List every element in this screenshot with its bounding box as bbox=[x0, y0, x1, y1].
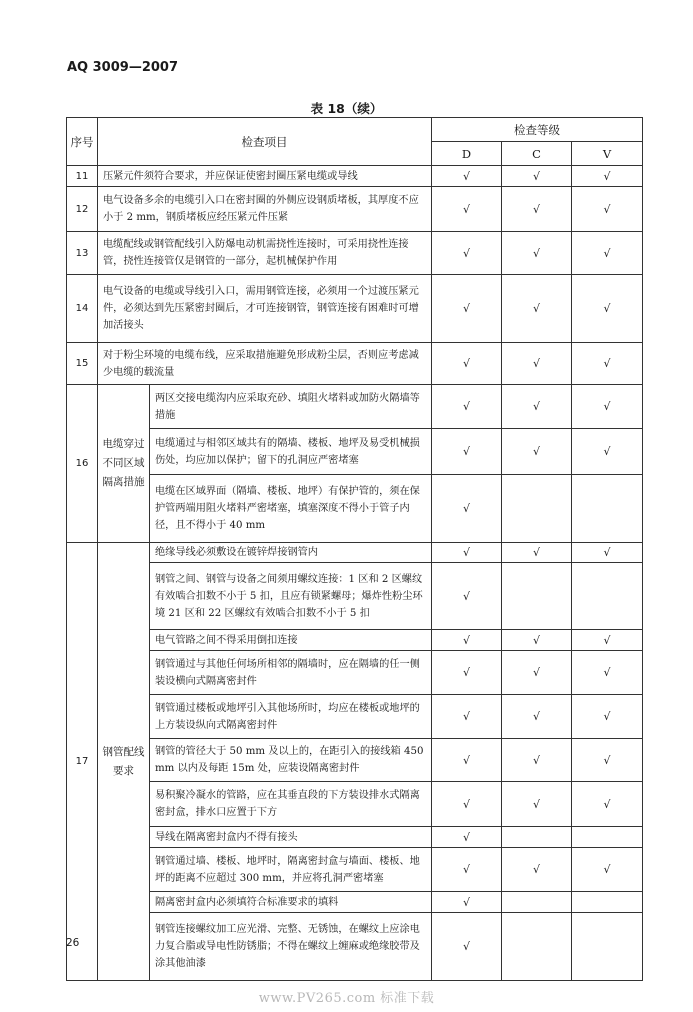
row-item-text: 钢管通过楼板或地坪引入其他场所时，均应在楼板或地坪的上方装设纵向式隔离密封件 bbox=[150, 695, 432, 739]
col-header-item: 检查项目 bbox=[98, 118, 432, 166]
check-v bbox=[572, 892, 643, 913]
check-d: √ bbox=[432, 187, 502, 232]
check-c: √ bbox=[502, 275, 572, 343]
check-d: √ bbox=[432, 739, 502, 782]
table-row bbox=[67, 385, 643, 429]
check-v: √ bbox=[572, 385, 643, 429]
check-v: √ bbox=[572, 232, 643, 275]
col-header-grade: 检查等级 bbox=[432, 118, 643, 142]
check-d: √ bbox=[432, 166, 502, 187]
row-seq: 15 bbox=[67, 343, 98, 385]
col-header-v: V bbox=[572, 142, 643, 166]
check-d: √ bbox=[432, 543, 502, 563]
table-row bbox=[67, 232, 643, 275]
check-v: √ bbox=[572, 275, 643, 343]
row-seq: 17 bbox=[67, 543, 98, 981]
check-d: √ bbox=[432, 827, 502, 848]
check-v: √ bbox=[572, 543, 643, 563]
check-c bbox=[502, 475, 572, 543]
table-row bbox=[67, 913, 643, 981]
check-d: √ bbox=[432, 385, 502, 429]
group-category: 电缆穿过不同区域隔离措施 bbox=[98, 385, 150, 543]
check-v: √ bbox=[572, 630, 643, 651]
row-item-text: 两区交接电缆沟内应采取充砂、填阻火堵料或加防火隔墙等措施 bbox=[150, 385, 432, 429]
row-item-text: 绝缘导线必须敷设在镀锌焊接钢管内 bbox=[150, 543, 432, 563]
table-row bbox=[67, 275, 643, 343]
check-v: √ bbox=[572, 782, 643, 827]
row-item-text: 电缆配线或钢管配线引入防爆电动机需挠性连接时，可采用挠性连接管，挠性连接管仅是钢管的一部分，起机械保护作用 bbox=[98, 232, 432, 275]
table-row bbox=[67, 429, 643, 475]
check-c: √ bbox=[502, 385, 572, 429]
check-c: √ bbox=[502, 166, 572, 187]
table-row bbox=[67, 166, 643, 187]
check-c: √ bbox=[502, 543, 572, 563]
check-c: √ bbox=[502, 651, 572, 695]
table-row bbox=[67, 475, 643, 543]
row-item-text: 对于粉尘环境的电缆布线，应采取措施避免形成粉尘层，否则应考虑减少电缆的载流量 bbox=[98, 343, 432, 385]
check-c bbox=[502, 892, 572, 913]
row-seq: 11 bbox=[67, 166, 98, 187]
table-row bbox=[67, 630, 643, 651]
check-v: √ bbox=[572, 695, 643, 739]
row-seq: 13 bbox=[67, 232, 98, 275]
check-v: √ bbox=[572, 187, 643, 232]
group-category: 钢管配线要求 bbox=[98, 543, 150, 981]
row-seq: 12 bbox=[67, 187, 98, 232]
table-row bbox=[67, 892, 643, 913]
row-item-text: 钢管的管径大于 50 mm 及以上的，在距引入的接线箱 450 mm 以内及每距 15m 处，应装设隔离密封件 bbox=[150, 739, 432, 782]
check-d: √ bbox=[432, 429, 502, 475]
row-item-text: 电缆通过与相邻区域共有的隔墙、楼板、地坪及易受机械损伤处，均应加以保护；留下的孔洞应严密堵塞 bbox=[150, 429, 432, 475]
watermark: www.PV265.com 标准下载 bbox=[258, 991, 435, 1006]
table-row bbox=[67, 651, 643, 695]
table-row bbox=[67, 782, 643, 827]
table-row bbox=[67, 343, 643, 385]
row-seq: 16 bbox=[67, 385, 98, 543]
check-v: √ bbox=[572, 429, 643, 475]
check-c bbox=[502, 827, 572, 848]
check-c: √ bbox=[502, 232, 572, 275]
check-v: √ bbox=[572, 848, 643, 892]
page-number: 26 bbox=[66, 937, 80, 949]
check-v: √ bbox=[572, 343, 643, 385]
check-d: √ bbox=[432, 343, 502, 385]
col-header-seq: 序号 bbox=[67, 118, 98, 166]
table-row bbox=[67, 739, 643, 782]
check-c: √ bbox=[502, 187, 572, 232]
table-row bbox=[67, 848, 643, 892]
row-item-text: 电缆在区域界面（隔墙、楼板、地坪）有保护管的，须在保护管两端用阻火堵料严密堵塞，填塞深度不得小于管子内径，且不得小于 40 mm bbox=[150, 475, 432, 543]
row-item-text: 压紧元件须符合要求，并应保证使密封圈压紧电缆或导线 bbox=[98, 166, 432, 187]
row-item-text: 钢管通过与其他任何场所相邻的隔墙时，应在隔墙的任一侧装设横向式隔离密封件 bbox=[150, 651, 432, 695]
row-item-text: 隔离密封盒内必须填符合标准要求的填料 bbox=[150, 892, 432, 913]
check-d: √ bbox=[432, 475, 502, 543]
check-c: √ bbox=[502, 630, 572, 651]
row-seq: 14 bbox=[67, 275, 98, 343]
check-c: √ bbox=[502, 848, 572, 892]
row-item-text: 电气管路之间不得采用倒扣连接 bbox=[150, 630, 432, 651]
check-d: √ bbox=[432, 275, 502, 343]
check-c bbox=[502, 563, 572, 630]
check-v: √ bbox=[572, 739, 643, 782]
check-v bbox=[572, 475, 643, 543]
table-title: 表 18（续） bbox=[310, 101, 383, 116]
row-item-text: 电气设备多余的电缆引入口在密封圈的外侧应设钢质堵板，其厚度不应小于 2 mm，钢质堵板应经压紧元件压紧 bbox=[98, 187, 432, 232]
check-c bbox=[502, 913, 572, 981]
check-c: √ bbox=[502, 739, 572, 782]
check-c: √ bbox=[502, 782, 572, 827]
check-v: √ bbox=[572, 166, 643, 187]
row-item-text: 电气设备的电缆或导线引入口，需用钢管连接，必须用一个过渡压紧元件，必须达到先压紧密封圈后，才可连接钢管，钢管连接有困难时可增加活接头 bbox=[98, 275, 432, 343]
table-row bbox=[67, 827, 643, 848]
check-v: √ bbox=[572, 651, 643, 695]
check-d: √ bbox=[432, 782, 502, 827]
row-item-text: 钢管之间、钢管与设备之间须用螺纹连接：1 区和 2 区螺纹有效啮合扣数不小于 5 扣，且应有锁紧螺母；爆炸性粉尘环境 21 区和 22 区螺纹有效啮合扣数不小于 5 扣 bbox=[150, 563, 432, 630]
row-item-text: 导线在隔离密封盒内不得有接头 bbox=[150, 827, 432, 848]
table-row bbox=[67, 187, 643, 232]
check-c: √ bbox=[502, 695, 572, 739]
check-c: √ bbox=[502, 429, 572, 475]
check-v bbox=[572, 563, 643, 630]
col-header-d: D bbox=[432, 142, 502, 166]
table-row bbox=[67, 543, 643, 563]
check-c: √ bbox=[502, 343, 572, 385]
check-d: √ bbox=[432, 695, 502, 739]
table-row bbox=[67, 563, 643, 630]
inspection-table bbox=[66, 117, 643, 981]
check-v bbox=[572, 827, 643, 848]
check-d: √ bbox=[432, 848, 502, 892]
check-d: √ bbox=[432, 651, 502, 695]
row-item-text: 易积聚冷凝水的管路，应在其垂直段的下方装设排水式隔离密封盒，排水口应置于下方 bbox=[150, 782, 432, 827]
check-d: √ bbox=[432, 232, 502, 275]
check-d: √ bbox=[432, 913, 502, 981]
check-v bbox=[572, 913, 643, 981]
row-item-text: 钢管连接螺纹加工应光滑、完整、无锈蚀，在螺纹上应涂电力复合脂或导电性防锈脂；不得在螺纹上缠麻或绝缘胶带及涂其他油漆 bbox=[150, 913, 432, 981]
check-d: √ bbox=[432, 563, 502, 630]
table-row bbox=[67, 695, 643, 739]
col-header-c: C bbox=[502, 142, 572, 166]
check-d: √ bbox=[432, 630, 502, 651]
standard-code: AQ 3009—2007 bbox=[67, 60, 179, 75]
check-d: √ bbox=[432, 892, 502, 913]
row-item-text: 钢管通过墙、楼板、地坪时，隔离密封盒与墙面、楼板、地坪的距离不应超过 300 mm，并应将孔洞严密堵塞 bbox=[150, 848, 432, 892]
